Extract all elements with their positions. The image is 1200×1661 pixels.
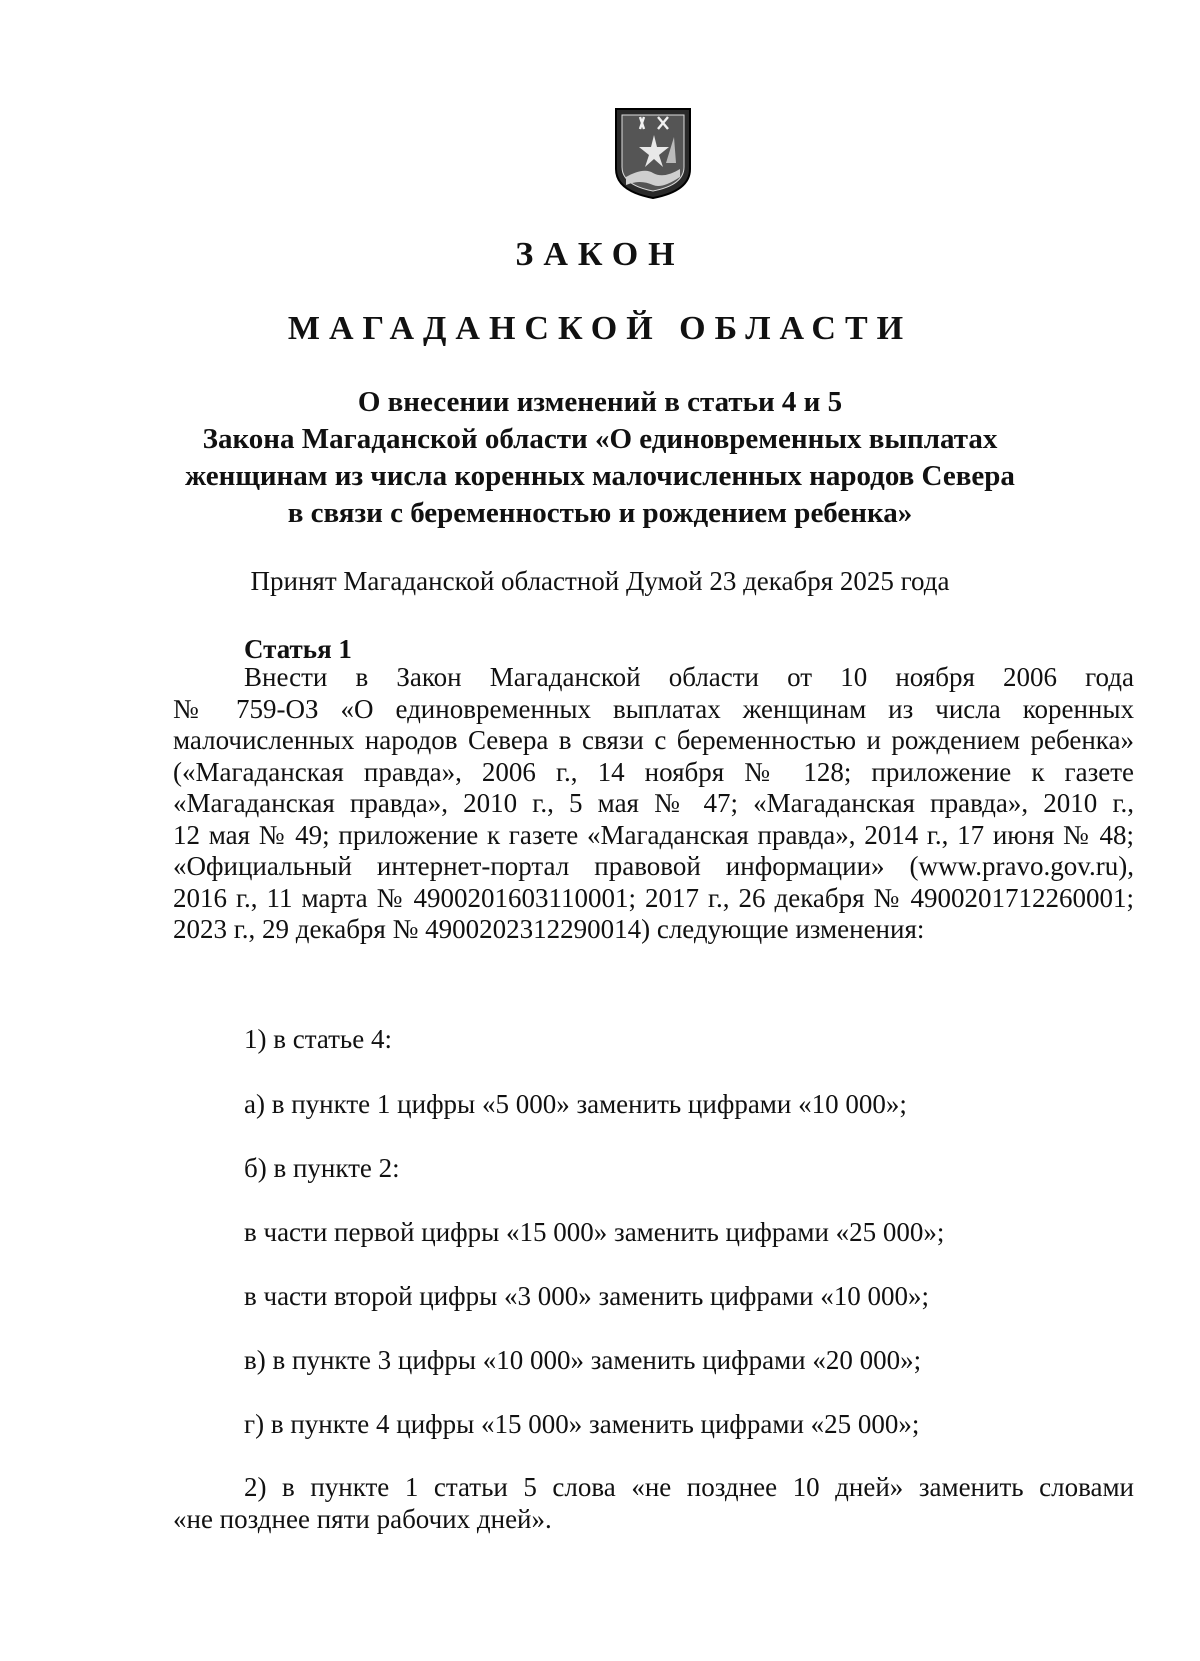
law-subject	[0, 384, 1200, 532]
subject-line: Закона Магаданской области «О единовременных выплатах	[202, 423, 998, 455]
subject-line: О внесении изменений в статьи 4 и 5	[357, 386, 843, 418]
list-item: в части второй цифры «3 000» заменить цифрами «10 000»;	[244, 1281, 929, 1311]
subject-line: женщинам из числа коренных малочисленных народов Севера	[185, 460, 1015, 492]
region-title: МАГАДАНСКОЙ ОБЛАСТИ	[287, 310, 913, 347]
list-item: в части первой цифры «15 000» заменить цифрами «25 000»;	[244, 1217, 945, 1247]
subject-line: в связи с беременностью и рождением ребенка»	[287, 497, 913, 529]
paragraph-line: № 759-ОЗ «О единовременных выплатах женщинам из числа коренных	[173, 693, 1134, 724]
law-title: ЗАКОН	[515, 236, 685, 273]
paragraph-line: 2023 г., 29 декабря № 4900202312290014) следующие изменения:	[173, 914, 925, 944]
paragraph-line: Внести в Закон Магаданской области от 10 ноября 2006 года	[244, 662, 1134, 692]
paragraph-line: 12 мая № 49; приложение к газете «Магаданская правда», 2014 г., 17 июня № 48;	[173, 819, 1134, 850]
paragraph-line: «Магаданская правда», 2010 г., 5 мая № 47; «Магаданская правда», 2010 г.,	[173, 788, 1134, 818]
paragraph-line: 2016 г., 11 марта № 4900201603110001; 2017 г., 26 декабря № 4900201712260001;	[173, 882, 1134, 913]
list-item: в) в пункте 3 цифры «10 000» заменить цифрами «20 000»;	[244, 1345, 922, 1375]
list-item: 1) в статье 4:	[244, 1024, 392, 1054]
final-paragraph	[173, 1472, 1134, 1535]
paragraph-line: 2) в пункте 1 статьи 5 слова «не позднее 10 дней» заменить словами	[244, 1472, 1134, 1502]
article-heading: Статья 1	[244, 634, 352, 664]
list-item: а) в пункте 1 цифры «5 000» заменить цифрами «10 000»;	[244, 1089, 907, 1119]
paragraph-line: малочисленных народов Севера в связи с беременностью и рождением ребенка»	[173, 725, 1134, 755]
adoption-line: Принят Магаданской областной Думой 23 декабря 2025 года	[250, 566, 950, 596]
intro-paragraph	[173, 662, 1134, 946]
list-item: б) в пункте 2:	[244, 1153, 400, 1183]
paragraph-line: («Магаданская правда», 2006 г., 14 ноября № 128; приложение к газете	[173, 756, 1134, 787]
list-item: г) в пункте 4 цифры «15 000» заменить цифрами «25 000»;	[244, 1409, 920, 1439]
coat-of-arms-emblem	[614, 107, 692, 200]
paragraph-line: «Официальный интернет-портал правовой информации» (www.pravo.gov.ru),	[173, 851, 1134, 881]
paragraph-line: «не позднее пяти рабочих дней».	[173, 1503, 552, 1534]
